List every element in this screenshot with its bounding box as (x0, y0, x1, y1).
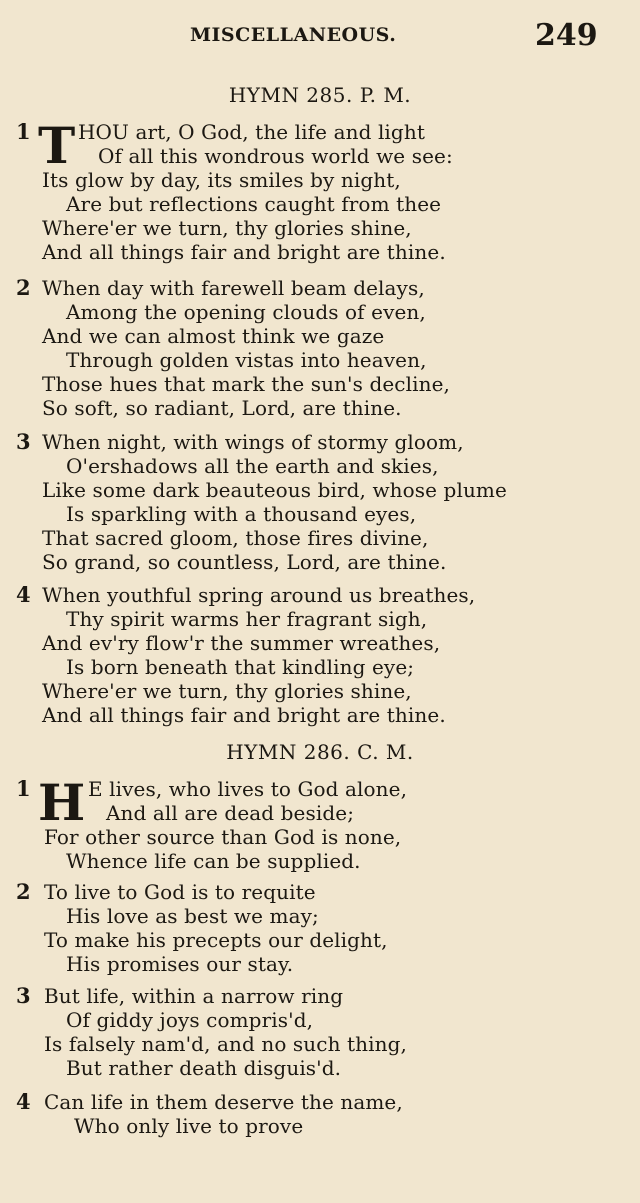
stanza-number: 3 (16, 429, 31, 454)
verse-line: O'ershadows all the earth and skies, (66, 454, 439, 478)
verse-line: Are but reflections caught from thee (66, 192, 442, 216)
verse-line: Of giddy joys compris'd, (66, 1008, 314, 1032)
stanza-number: 4 (16, 582, 31, 607)
stanza-number: 1 (16, 776, 31, 801)
verse-line: Is born beneath that kindling eye; (66, 655, 415, 679)
verse-line: When youthful spring around us breathes, (42, 583, 476, 607)
hymn-title: HYMN 286. C. M. (226, 740, 414, 764)
verse-line: When night, with wings of stormy gloom, (42, 430, 464, 454)
verse-line: But rather death disguis'd. (66, 1056, 342, 1080)
verse-line: For other source than God is none, (44, 825, 402, 849)
verse-line: So soft, so radiant, Lord, are thine. (42, 396, 402, 420)
verse-line: When day with farewell beam delays, (42, 276, 425, 300)
verse-line: E lives, who lives to God alone, (88, 777, 408, 801)
drop-cap: H (38, 773, 86, 832)
stanza-number: 3 (16, 983, 31, 1008)
verse-line: His promises our stay. (66, 952, 294, 976)
verse-line: And all things fair and bright are thine. (42, 703, 446, 727)
verse-line: Like some dark beauteous bird, whose plume (42, 478, 507, 502)
verse-line: Those hues that mark the sun's decline, (42, 372, 450, 396)
stanza-number: 4 (16, 1089, 31, 1114)
stanza-number: 2 (16, 275, 31, 300)
page-number: 249 (535, 18, 598, 53)
verse-line: And all are dead beside; (106, 801, 355, 825)
verse-line: Thy spirit warms her fragrant sigh, (66, 607, 428, 631)
verse-line: Whence life can be supplied. (66, 849, 361, 873)
drop-cap: T (38, 116, 76, 175)
verse-line: Is sparkling with a thousand eyes, (66, 502, 417, 526)
verse-line: Among the opening clouds of even, (66, 300, 426, 324)
verse-line: Is falsely nam'd, and no such thing, (44, 1032, 407, 1056)
verse-line: His love as best we may; (66, 904, 319, 928)
verse-line: And we can almost think we gaze (42, 324, 385, 348)
verse-line: HOU art, O God, the life and light (78, 120, 425, 144)
verse-line: And ev'ry flow'r the summer wreathes, (42, 631, 441, 655)
running-title: MISCELLANEOUS. (190, 24, 397, 46)
verse-line: Where'er we turn, thy glories shine, (42, 679, 412, 703)
verse-line: Its glow by day, its smiles by night, (42, 168, 401, 192)
verse-line: So grand, so countless, Lord, are thine. (42, 550, 447, 574)
verse-line: To live to God is to requite (44, 880, 316, 904)
verse-line: Who only live to prove (74, 1114, 304, 1138)
verse-line: Where'er we turn, thy glories shine, (42, 216, 412, 240)
verse-line: Of all this wondrous world we see: (98, 144, 453, 168)
verse-line: Can life in them deserve the name, (44, 1090, 403, 1114)
verse-line: But life, within a narrow ring (44, 984, 344, 1008)
hymn-title: HYMN 285. P. M. (228, 83, 412, 107)
verse-line: To make his precepts our delight, (44, 928, 388, 952)
stanza-number: 2 (16, 879, 31, 904)
stanza-number: 1 (16, 119, 31, 144)
verse-line: Through golden vistas into heaven, (66, 348, 427, 372)
verse-line: That sacred gloom, those fires divine, (42, 526, 429, 550)
verse-line: And all things fair and bright are thine. (42, 240, 446, 264)
